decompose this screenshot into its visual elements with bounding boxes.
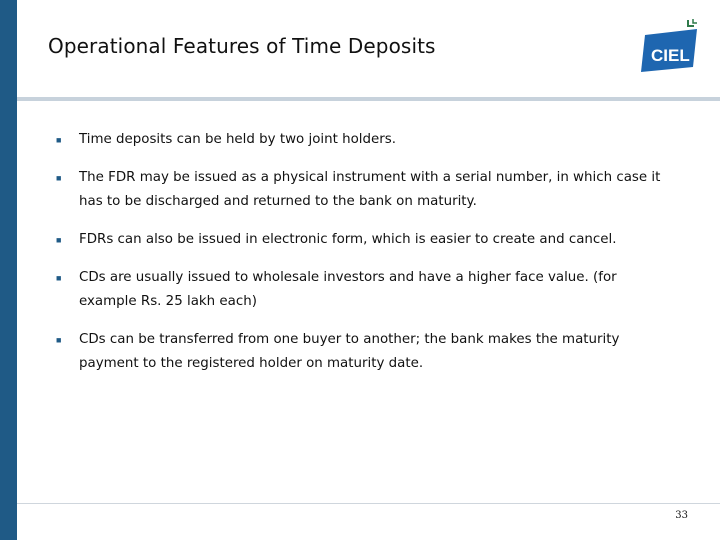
bullet-text: FDRs can also be issued in electronic form, which is easier to create and cancel. [79,232,617,247]
bullet-text: The FDR may be issued as a physical instrument with a serial number, in which case it has to be discharged and returned to the bank on maturity. [79,170,661,209]
bullet-text: Time deposits can be held by two joint holders. [79,132,396,147]
list-item [48,166,688,214]
square-bullet-icon: ■ [56,335,62,345]
bullet-text: CDs are usually issued to wholesale investors and have a higher face value. (for example Rs. 25 lakh each) [79,270,617,309]
square-bullet-icon: ■ [56,173,62,183]
slide-title: Operational Features of Time Deposits [48,34,436,58]
ciel-logo-icon [637,18,699,76]
footer-divider [17,503,720,504]
list-item [48,328,688,376]
bullet-text: CDs can be transferred from one buyer to another; the bank makes the maturity payment to the registered holder on maturity date. [79,332,620,371]
square-bullet-icon: ■ [56,135,62,145]
list-item [48,228,688,252]
left-accent-bar [0,0,17,540]
page-number: 33 [675,510,688,521]
list-item [48,128,688,152]
header-divider [17,97,720,101]
list-item [48,266,688,314]
bullet-list [48,128,688,390]
square-bullet-icon: ■ [56,273,62,283]
square-bullet-icon: ■ [56,235,62,245]
logo-text: CIEL [651,46,690,65]
